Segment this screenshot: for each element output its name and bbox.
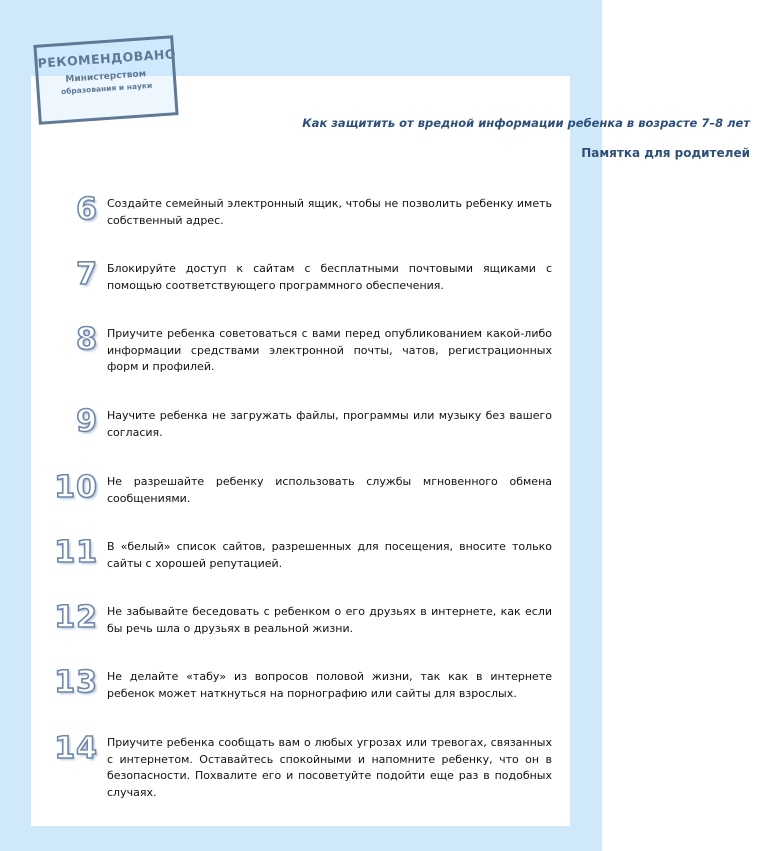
item-text: Создайте семейный электронный ящик, чтобы не позволить ребенку иметь собственный адрес. — [107, 197, 552, 227]
item-number: 6 — [76, 192, 98, 227]
item-text: Не разрешайте ребенку использовать службы мгновенного обмена сообщениями. — [107, 475, 552, 505]
stamp-line-1: РЕКОМЕНДОВАНО — [37, 46, 177, 71]
content-card — [31, 76, 570, 826]
recommended-stamp — [33, 35, 178, 125]
item-number: 12 — [54, 600, 98, 635]
item-number: 11 — [54, 535, 98, 570]
stamp-line-2: Министерством — [65, 69, 147, 85]
item-text: Научите ребенка не загружать файлы, программы или музыку без вашего согласия. — [107, 409, 552, 439]
memo-title: Памятка для родителей — [581, 146, 750, 160]
page-subtitle: Как защитить от вредной информации ребенка в возрасте 7–8 лет — [302, 116, 750, 130]
item-number: 7 — [76, 257, 98, 292]
item-text: Приучите ребенка советоваться с вами перед опубликованием какой-либо информации средствами электронной почты, чатов, регистрационных форм и профилей. — [107, 327, 552, 373]
item-number: 14 — [54, 731, 98, 766]
item-number: 10 — [54, 470, 98, 505]
item-text: Блокируйте доступ к сайтам с бесплатными почтовыми ящиками с помощью соответствующего программного обеспечения. — [107, 262, 552, 292]
item-number: 13 — [54, 665, 98, 700]
item-text: Приучите ребенка сообщать вам о любых угрозах или тревогах, связанных с интернетом. Оставайтесь спокойными и напомните ребенку, что он в безопасности. Похвалите его и посоветуйте подойти еще раз в подобных случаях. — [107, 736, 552, 799]
item-text: Не забывайте беседовать с ребенком о его друзьях в интернете, как если бы речь шла о друзьях в реальной жизни. — [107, 605, 552, 635]
item-text: В «белый» список сайтов, разрешенных для посещения, вносите только сайты с хорошей репутацией. — [107, 540, 552, 570]
item-number: 9 — [76, 404, 98, 439]
stamp-line-3: образования и науки — [60, 80, 153, 97]
item-number: 8 — [76, 322, 98, 357]
item-text: Не делайте «табу» из вопросов половой жизни, так как в интернете ребенок может наткнуться на порнографию или сайты для взрослых. — [107, 670, 552, 700]
